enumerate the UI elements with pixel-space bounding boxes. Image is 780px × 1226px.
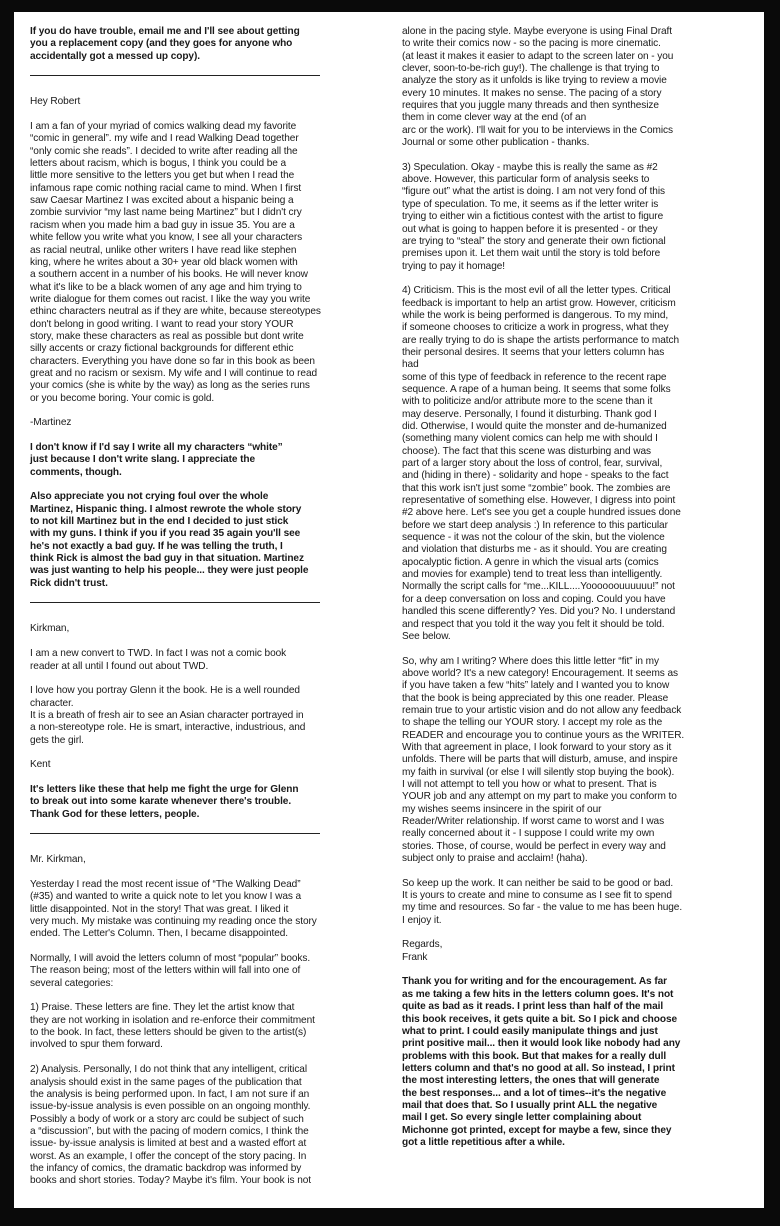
- letter-paragraph: Hey Robert: [30, 96, 81, 108]
- letter-paragraph: Normally, I will avoid the letters column of most “popular” books. The reason being; most of the letters within will fall into one of several categories:: [30, 953, 311, 989]
- letter-paragraph: Mr. Kirkman,: [30, 854, 86, 866]
- section-divider: [30, 75, 320, 76]
- letter-paragraph: I am a fan of your myriad of comics walking dead my favorite “comic in general”. my wife and I read Walking Dead together “only comic she reads”. I decided to write after reading all the letters about racism, which is bogus, I think you could be a little more sensitive to the letters you get but when I read the infamous rape comic nothing racial came to mind. When I first saw Caesar Martinez I was excited about a hispanic being a zombie survivior “my last name being Martinez” but I didn't cry racism when you made him a bad guy in issue 35. You are a white fellow you write what you know, I see all your characters as racial neutral, unlike other writers I have read like stephen king, where he writes about a 30+ year old black women with a southern accent in a number of his books. He will never know what it's like to be a black women of any age and him trying to write dialogue for them comes out racist. I like the way you write ethinc characters neutral as if they are white, because stereotypes don't belong in good writing. I want to read your story YOUR story, make these characters as real as possible but dont write silly accents or crazy fictional backgrounds for different ethic characters. Everything you have done so far in this book as been great and no racism or sexism. My wife and I will continue to read your comics (she is white by the way) as long as the series runs or you become boring. Your comic is gold.: [30, 121, 321, 404]
- letter-paragraph: Regards, Frank: [402, 939, 443, 963]
- editor-reply: Also appreciate you not crying foul over the whole Martinez, Hispanic thing. I almost rewrote the whole story to not kill Martinez but in the end I decided to just stick with my guns. I think if you if you read 35 again you'll see he's not exactly a bad guy. If he was telling the truth, I think Rick is almost the bad guy in that situation. Martinez was just wanting to help his people... they were just people Rick didn't trust.: [30, 491, 309, 589]
- letter-paragraph: I love how you portray Glenn it the book. He is a well rounded character. It is a breath of fresh air to see an Asian character portrayed in a non-stereotype role. He is smart, interactive, industrious, and gets the girl.: [30, 685, 306, 746]
- editor-reply: It's letters like these that help me fight the urge for Glenn to break out into some karate whenever there's trouble. Thank God for these letters, people.: [30, 783, 299, 820]
- letter-paragraph: 4) Criticism. This is the most evil of all the letter types. Critical feedback is important to help an artist grow. However, criticism while the work is being performed is dangerous. To my mind, if someone chooses to criticize a work in progress, what they are really trying to do is shape the artists performance to match their personal desires. It seems that your letters column has had some of this type of feedback in reference to the recent rape sequence. A rape of a human being. It seems that some folks with to politicize and/or attribute more to the scene than it may deserve. Personally, I found it disturbing. Thank god I did. Otherwise, I would quite the monster and de-humanized (something many violent comics can help me with should I choose). The fact that this scene was disturbing and was part of a larger story about the loss of control, fear, survival, and (hiding in there) - solidarity and hope - speaks to the fact that this work isn't just some “zombie” book. The zombies are representative of something else. However, I digress into point #2 above here. Let's see you get a couple hundred issues done before we start deep analysis :) In reference to this particular sequence - it was not the colour of the skin, but the violence and violation that disturbs me - as it should. You are creating apocalyptic fiction. A genre in which the visual arts (comics and movies for example) tend to treat less than intelligently. Normally the script calls for “me...KILL....Yoooooouuuuuu!” not for a deep conversation on loss and coping. Could you have handled this scene differently? Yes. Did you? No. I understand and respect that you told it the way you felt it should be told. See below.: [402, 285, 681, 642]
- editor-reply: I don't know if I'd say I write all my characters “white” just because I don't write slang. I appreciate the comments, though.: [30, 442, 283, 478]
- letter-paragraph: Kirkman,: [30, 623, 70, 635]
- letter-paragraph: -Martinez: [30, 417, 72, 429]
- letter-paragraph: Kent: [30, 759, 51, 771]
- letters-page: [14, 12, 764, 1208]
- right-column: [402, 26, 754, 1162]
- section-divider: [30, 602, 320, 603]
- letter-paragraph: So keep up the work. It can neither be said to be good or bad. It is yours to create and mine to consume as I see fit to spend my time and resources. So far - the value to me has been huge. I enjoy it.: [402, 877, 683, 926]
- left-column: [30, 26, 385, 1200]
- letter-paragraph: 3) Speculation. Okay - maybe this is really the same as #2 above. However, this particular form of analysis seeks to “figure out” what the artist is doing. I am not very fond of this type of speculation. To me, it seems as if the letter writer is trying to either win a fictitious contest with the artist to figure out what is going to happen before it is presented - or they are trying to “steal” the story and generate their own fictional premises upon it. Let them wait until the story is told before trying to pay it homage!: [402, 161, 666, 272]
- letter-paragraph: alone in the pacing style. Maybe everyone is using Final Draft to write their comics now - so the pacing is more cinematic. (at least it makes it easier to adapt to the screen later on - you clever, soon-to-be-rich guy!). The challenge is that trying to analyze the story as it unfolds is like trying to review a movie every 10 minutes. It makes no sense. The pacing of a story requires that you juggle many threads and then synthesize them in come clever way at the end (of an arc or the work). I'll wait for you to be interviews in the Comics Journal or some other publication - thanks.: [402, 26, 674, 149]
- section-divider: [30, 833, 320, 834]
- letter-paragraph: I am a new convert to TWD. In fact I was not a comic book reader at all until I found out about TWD.: [30, 648, 287, 672]
- letter-paragraph: Yesterday I read the most recent issue of “The Walking Dead” (#35) and wanted to write a quick note to let you know I was a little disappointed. Not in the story! That was great. I liked it very much. My mistake was continuing my reading once the story ended. The Letter's Column. Then, I became disappointed.: [30, 879, 317, 940]
- letter-paragraph: 1) Praise. These letters are fine. They let the artist know that they are not working in isolation and re-enforce their commitment to the book. In fact, these letters should be given to the artist(s) involved to spur them forward.: [30, 1002, 315, 1051]
- letter-paragraph: So, why am I writing? Where does this little letter “fit” in my above world? It's a new category! Encouragement. It seems as if you have taken a few “hits” lately and I wanted you to know that the book is being appreciated by this one reader. Please remain true to your artistic vision and do not allow any feedback to shape the telling our YOUR story. I accept my role as the READER and encourage you to continue yours as the WRITER. With that agreement in place, I look forward to your story as it unfolds. There will be parts that will disturb, amuse, and inspire my faith in survival (or else I will silently stop buying the book). I will not attempt to tell you how or what to present. That is YOUR job and any attempt on my part to make you conform to my wishes seems insincere in the spirit of our Reader/Writer relationship. If worst came to worst and I was really concerned about it - I suppose I could write my own stories. Those, of course, would be perfect in every way and subject only to praise and acclaim! (haha).: [402, 655, 685, 865]
- editor-reply: If you do have trouble, email me and I'll see about getting you a replacement copy (and they goes for anyone who accidentally got a messed up copy).: [30, 26, 300, 62]
- letter-paragraph: 2) Analysis. Personally, I do not think that any intelligent, critical analysis should exist in the same pages of the publication that the analysis is being performed upon. In fact, I am not sure if an issue-by-issue analysis is even possible on an ongoing monthly. Possibly a body of work or a story arc could be subject of such a “discussion”, but with the pacing of modern comics, I think the issue- by-issue analysis is limited at best and a wasted effort at worst. As an example, I offer the concept of the story pacing. In the infancy of comics, the dramatic backdrop was informed by books and short stories. Today? Maybe it's film. Your book is not: [30, 1064, 312, 1187]
- editor-reply: Thank you for writing and for the encouragement. As far as me taking a few hits in the letters column goes. It's not quite as bad as it reads. I print less than half of the mail this book receives, it gets quite a bit. So I pick and choose what to print. I could easily manipulate things and just print positive mail... then it would look like nobody had any problems with this book. But that makes for a really dull letters column and that's no good at all. So instead, I print the most interesting letters, the ones that will generate the best responses... and a lot of times--it's the negative mail that does that. So I usually print ALL the negative mail I get. So every single letter complaining about Michonne got printed, except for maybe a few, since they got a little repetitious after a while.: [402, 976, 681, 1148]
